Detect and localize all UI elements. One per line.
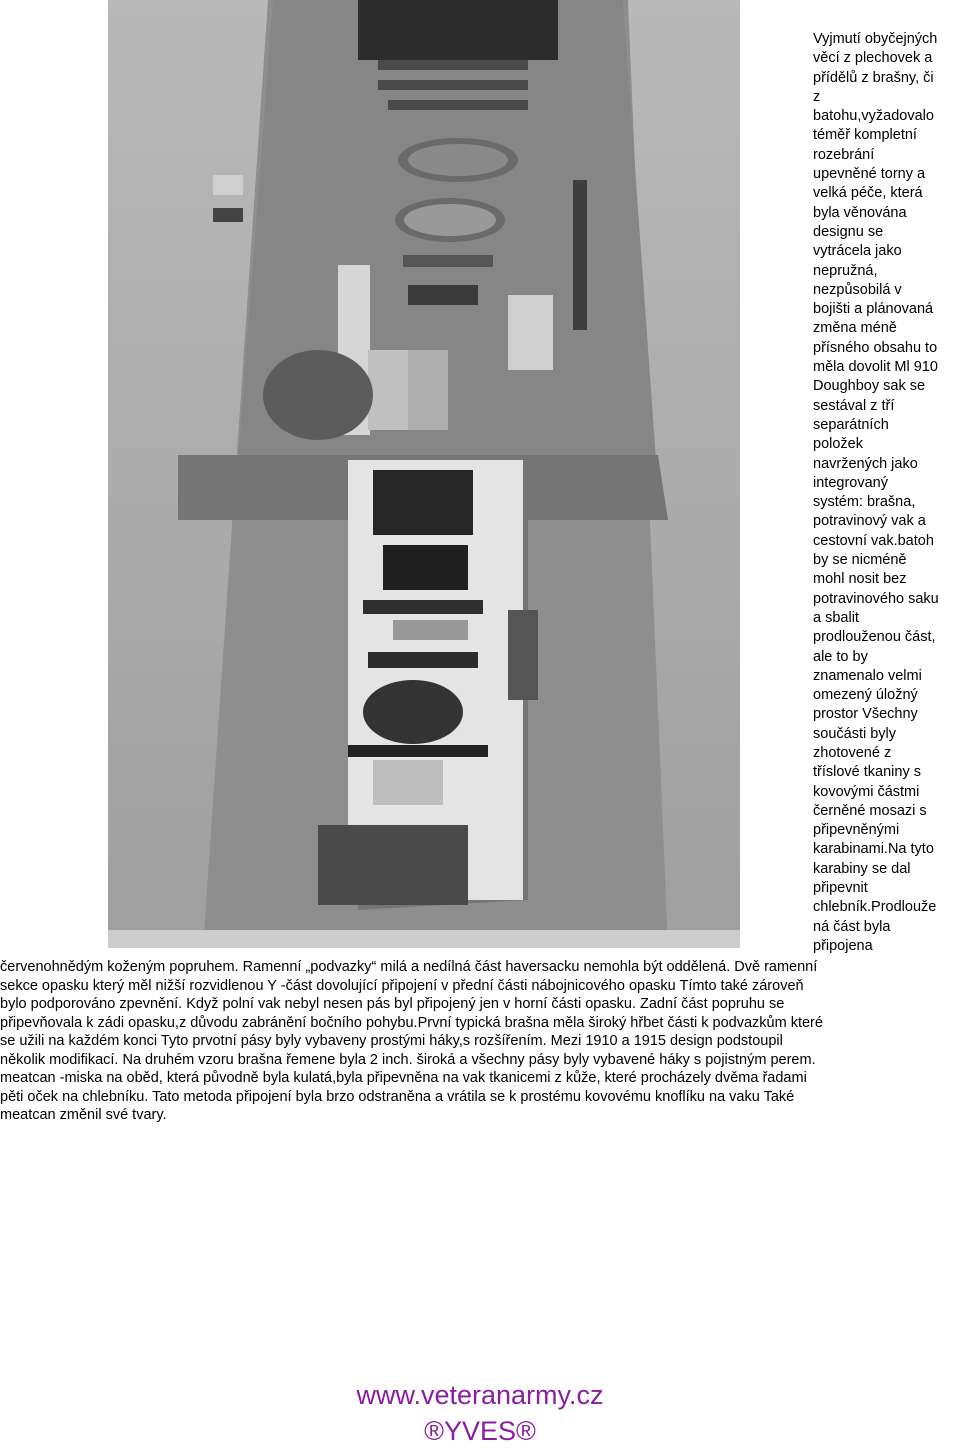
- side-text-line: zhotovené z: [813, 744, 892, 761]
- side-text-line: systém: brašna,: [813, 494, 916, 511]
- side-text-line: potravinový vak a: [813, 513, 926, 530]
- side-text-line: Doughboy sak se: [813, 378, 926, 395]
- body-text-line: pěti oček na chlebníku. Tato metoda připojení byla brzo odstraněna a vrátila se k prostému kovovému knoflíku na vaku Také: [0, 1088, 795, 1105]
- side-text-line: nezpůsobilá v: [813, 281, 902, 298]
- side-text-line: součásti byly: [813, 725, 897, 742]
- side-text-line: omezený úložný: [813, 687, 918, 704]
- side-text-line: připevnit: [813, 880, 868, 897]
- side-text-line: chlebník.Prodlouže: [813, 899, 937, 916]
- side-text-line: kovovými částmi: [813, 783, 920, 800]
- side-text-line: nepružná,: [813, 262, 878, 279]
- side-text-line: upevněné torny a: [813, 166, 926, 183]
- side-text-line: a sbalit: [813, 609, 859, 626]
- side-text-line: připojena: [813, 937, 873, 954]
- side-text-line: prostor Všechny: [813, 706, 918, 723]
- side-text-line: přídělů z brašny, či: [813, 69, 934, 86]
- side-text-line: ale to by: [813, 648, 868, 665]
- side-text-line: připevněnými: [813, 822, 900, 839]
- side-text-line: by se nicméně: [813, 552, 907, 569]
- side-text-line: černěné mosazi s: [813, 802, 927, 819]
- body-text-line: meatcan -miska na oběd, která původně byla kulatá,byla připevněna na vak tkanicemi z kůže, které procházely dvěma řadami: [0, 1070, 807, 1086]
- side-text-line: bojišti a plánovaná: [813, 301, 934, 318]
- side-text-line: cestovní vak.batoh: [813, 532, 934, 549]
- side-text-line: velká péče, která: [813, 185, 923, 202]
- side-text-line: separátních: [813, 416, 889, 433]
- footer-signature: ®YVES®: [424, 1416, 536, 1446]
- side-text-line: designu se: [813, 223, 884, 240]
- footer-website-url[interactable]: www.veteranarmy.cz: [356, 1380, 604, 1410]
- side-text-line: tříslové tkaniny s: [813, 764, 921, 781]
- body-text-line: připevňovala k zádi opasku,z důvodu zabránění bočního pohybu.První typická brašna měla široký hřbet části k podvazkům které: [0, 1014, 823, 1031]
- side-paragraph: [813, 30, 960, 956]
- side-text-line: měla dovolit Ml 910: [813, 359, 938, 376]
- body-text-line: několik modifikací. Na druhém vzoru brašna řemene byla 2 inch. široká a všechny pásy byly vybavené háky s pojistným perem.: [0, 1051, 816, 1068]
- side-text-line: byla věnována: [813, 204, 907, 221]
- side-text-line: navržených jako: [813, 455, 918, 472]
- side-text-line: vytrácela jako: [813, 243, 902, 260]
- side-text-line: znamenalo velmi: [813, 667, 922, 684]
- main-paragraph: [0, 958, 960, 1125]
- side-text-line: ná část byla: [813, 918, 891, 935]
- body-text-line: meatcan změnil své tvary.: [0, 1107, 167, 1123]
- side-text-line: rozebrání: [813, 146, 875, 163]
- side-text-line: integrovaný: [813, 474, 888, 491]
- equipment-photo: [108, 0, 740, 948]
- body-text-line: bylo podporováno zpevnění. Když polní vak nebyl nesen pás byl připojený jen v horní části opasku. Zadní část popruhu se: [0, 996, 785, 1012]
- side-text-line: Vyjmutí obyčejných: [813, 31, 938, 47]
- side-text-line: karabiny se dal: [813, 860, 911, 877]
- side-text-line: věcí z plechovek a: [813, 50, 933, 67]
- body-text-line: se užili na každém konci Tyto prvotní pásy byly vybaveny prostými háky,s rozšířením. Mezi 1910 a 1915 design podstoupil: [0, 1033, 783, 1049]
- side-text-line: položek: [813, 436, 863, 453]
- body-text-line: červenohnědým koženým popruhem. Ramenní „podvazky“ milá a nedílná část haversacku nemohla být oddělená. Dvě ramenní: [0, 959, 818, 975]
- side-text-line: sestával z tří: [813, 397, 895, 414]
- side-text-line: z: [813, 88, 821, 105]
- side-text-line: batohu,vyžadovalo: [813, 108, 934, 125]
- side-text-line: prodlouženou část,: [813, 629, 936, 646]
- body-text-line: sekce opasku který měl nižší rozvidlenou Y -část dovolující připojení v přední části nábojnicového opasku Tímto také zároveň: [0, 977, 804, 994]
- side-text-line: potravinového saku: [813, 590, 939, 607]
- side-text-line: karabinami.Na tyto: [813, 841, 934, 858]
- side-text-line: téměř kompletní: [813, 127, 917, 144]
- side-text-line: mohl nosit bez: [813, 571, 907, 588]
- side-text-line: změna méně: [813, 320, 897, 337]
- side-text-line: přísného obsahu to: [813, 339, 938, 356]
